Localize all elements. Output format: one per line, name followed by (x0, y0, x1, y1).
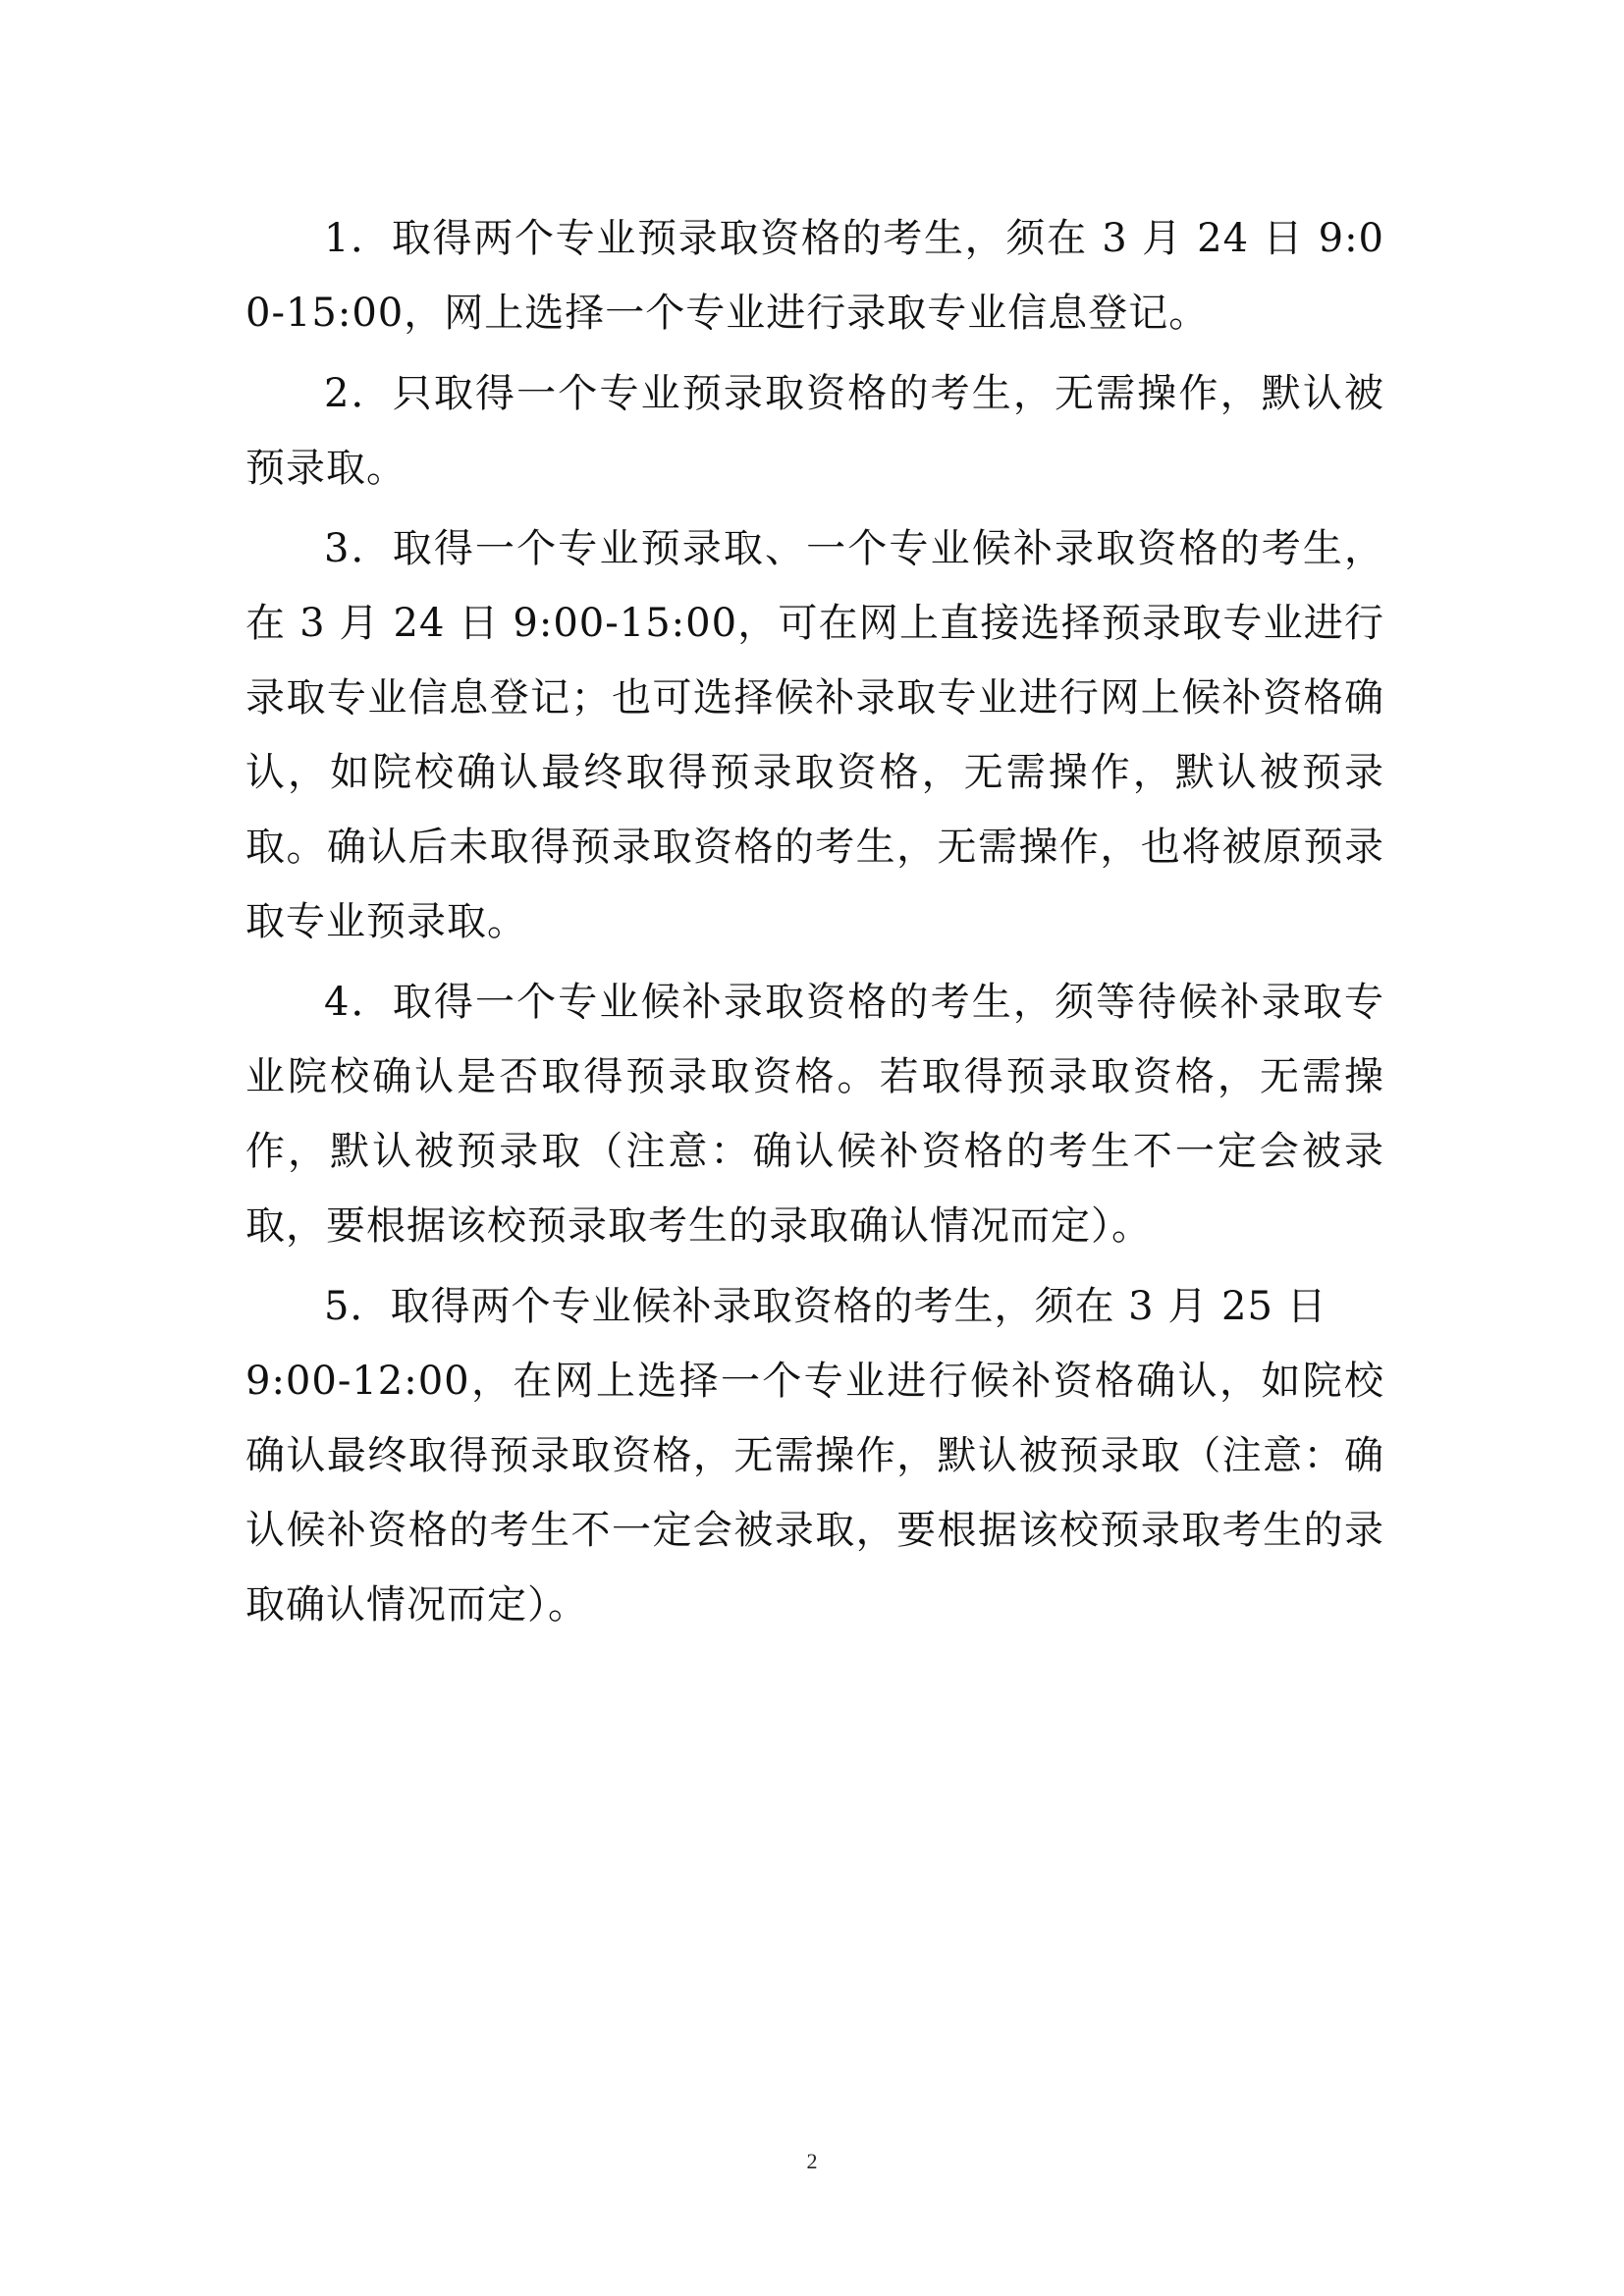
paragraph-4: 4．取得一个专业候补录取资格的考生，须等待候补录取专业院校确认是否取得预录取资格。若取得预录取资格，无需操作，默认被预录取（注意：确认候补资格的考生不一定会被录取，要根据该校预录取考生的录取确认情况而定）。 (245, 980, 1384, 1249)
paragraph-3: 3．取得一个专业预录取、一个专业候补录取资格的考生，在 3 月 24 日 9:00-15:00，可在网上直接选择预录取专业进行录取专业信息登记；也可选择候补录取专业进行网上候补资格确认，如院校确认最终取得预录取资格，无需操作，默认被预录取。确认后未取得预录取资格的考生，无需操作，也将被原预录取专业预录取。 (245, 526, 1384, 944)
paragraph-1: 1．取得两个专业预录取资格的考生，须在 3 月 24 日 9:00-15:00，网上选择一个专业进行录取专业信息登记。 (245, 216, 1384, 336)
document-body (245, 201, 1384, 1642)
paragraph-2: 2．只取得一个专业预录取资格的考生，无需操作，默认被预录取。 (245, 371, 1384, 491)
page-number: 2 (806, 2149, 818, 2173)
paragraph-5: 5．取得两个专业候补录取资格的考生，须在 3 月 25 日 9:00-12:00，在网上选择一个专业进行候补资格确认，如院校确认最终取得预录取资格，无需操作，默认被预录取（注意：确认候补资格的考生不一定会被录取，要根据该校预录取考生的录取确认情况而定）。 (245, 1284, 1384, 1628)
